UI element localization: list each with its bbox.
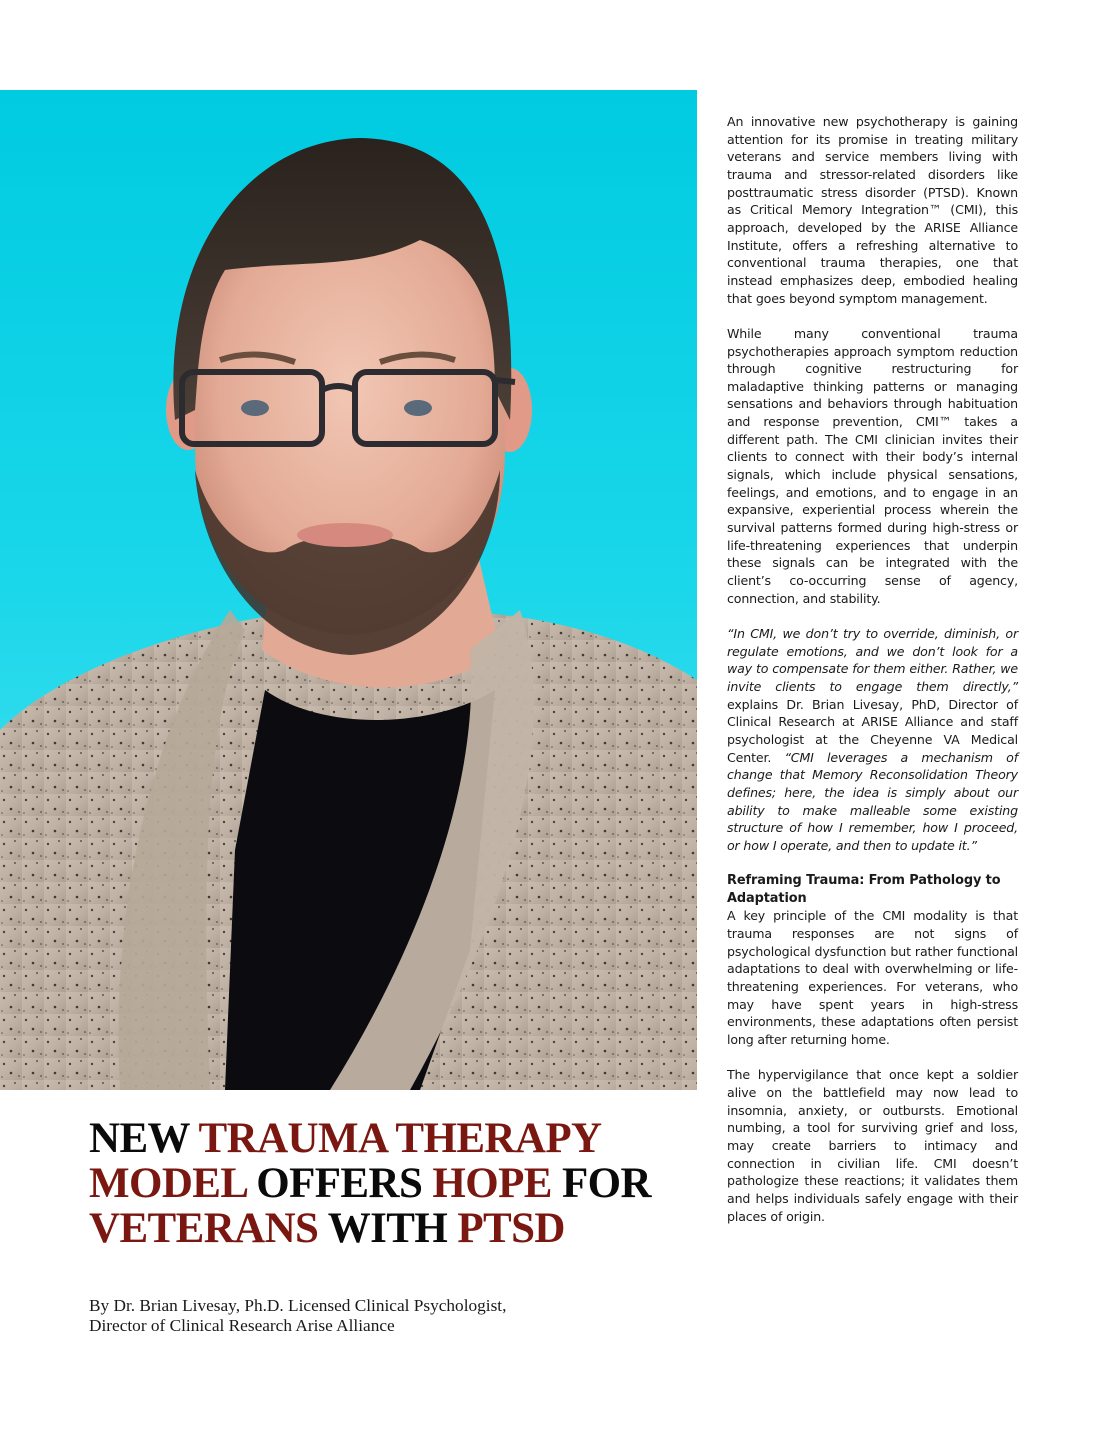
article-body: [727, 113, 1018, 1225]
headline-accent-word: PTSD: [457, 1205, 565, 1252]
portrait-illustration: [0, 90, 697, 1090]
headline-word: FOR: [551, 1160, 651, 1207]
section-subheading: Reframing Trauma: From Pathology to Adaptation: [727, 873, 1001, 906]
headline-accent-word: MODEL: [89, 1160, 247, 1207]
headline-accent-word: HOPE: [432, 1160, 552, 1207]
article-paragraph-4: A key principle of the CMI modality is that trauma responses are not signs of psychological dysfunction but rather functional adaptations to deal with overwhelming or life-threatening experiences. For veterans, who may have spent years in high-stress environments, these adaptations often persist long after returning home.: [727, 908, 1018, 1048]
headline-word: WITH: [318, 1205, 458, 1252]
byline: [89, 1296, 609, 1336]
article-paragraph-1: An innovative new psychotherapy is gaining attention for its promise in treating military veterans and service members living with trauma and stressor-related disorders like posttraumatic stress disorder (PTSD). Known as Critical Memory Integration™ (CMI), this approach, developed by the ARISE Alliance Institute, offers a refreshing alternative to conventional trauma therapies, one that instead emphasizes deep, embodied healing that goes beyond symptom management.: [727, 114, 1018, 306]
headline: [89, 1116, 709, 1251]
portrait-photo: [0, 90, 697, 1090]
byline-author: By Dr. Brian Livesay, Ph.D. Licensed Clinical Psychologist,: [89, 1296, 507, 1315]
quote-attribution: explains Dr. Brian Livesay, PhD, Director of Clinical Research at ARISE Alliance and staff psychologist at the Cheyenne VA Medical Center.: [727, 696, 1018, 765]
quote-2: “CMI leverages a mechanism of change that Memory Reconsolidation Theory defines; here, the idea is simply about our ability to make malleable some existing structure of how I remember, how I proceed, or how I operate, and then to update it.”: [727, 749, 1019, 853]
headline-accent-word: VETERANS: [89, 1205, 319, 1252]
article-paragraph-5: The hypervigilance that once kept a soldier alive on the battlefield may now lead to insomnia, anxiety, or outbursts. Emotional numbing, a tool for surviving grief and loss, may create barriers to intimacy and connection in civilian life. CMI doesn’t pathologize these reactions; it validates them and helps individuals safely engage with their places of origin.: [727, 1067, 1018, 1224]
headline-word: OFFERS: [246, 1160, 433, 1207]
quote-1: “In CMI, we don’t try to override, diminish, or regulate emotions, and we don’t look for a way to compensate for them either. Rather, we invite clients to engage them directly,”: [727, 626, 1018, 694]
article-paragraph-3: [727, 625, 1018, 855]
headline-accent-word: TRAUMA THERAPY: [198, 1115, 600, 1162]
byline-title: Director of Clinical Research Arise Alliance: [89, 1316, 395, 1335]
article-paragraph-2: While many conventional trauma psychotherapies approach symptom reduction through cognitive restructuring for maladaptive thinking patterns or managing sensations and behaviors through habituation and response prevention, CMI™ takes a different path. The CMI clinician invites their clients to connect with their body’s internal signals, which include physical sensations, feelings, and emotions, and to engage in an expansive, experiential process wherein the survival patterns formed during high-stress or life-threatening experiences that underpin these signals can be integrated with the client’s co-occurring sense of agency, connection, and stability.: [727, 325, 1018, 606]
headline-word: NEW: [89, 1115, 199, 1162]
